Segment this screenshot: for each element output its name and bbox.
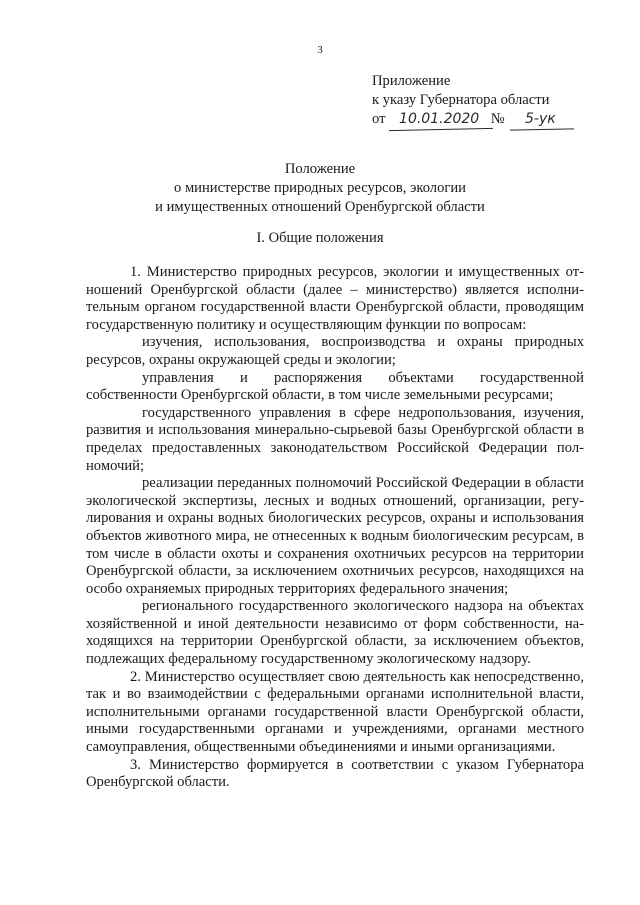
handwritten-date-text: 10.01.2020 [399,111,480,127]
number-label: № [490,111,505,127]
annex-title: Приложение [372,73,451,89]
document-body [86,264,584,792]
number-underline [510,128,574,130]
title-line-1: Положение [284,161,356,177]
annex-date-number-line [372,110,612,130]
paragraph-1-item-2: управления и распоряжения объектами государственной собственности Оренбургской области, в том числе земельными ресурсами; [86,369,584,404]
from-label: от [372,111,386,127]
title-line-3: и имущественных отношений Оренбургской области [155,199,485,215]
annex-block [372,72,612,130]
paragraph-1-item-3: государственного управления в сфере недропользования, изучения, развития и использования минерально-сырьевой базы Оренбургской области в пределах предоставленных законодательством Российской Федерации полномочий; [86,404,584,474]
paragraph-2: 2. Министерство осуществляет свою деятельность как непосредственно, так и во взаимодействии с федеральными органами исполнительной власти, исполнительными органами государственной власти Оренбургской области, иными государственными органами и учреждениями, органами местного самоуправления, общественными объединениями и иными организациями. [86,668,584,756]
date-underline [389,128,493,131]
handwritten-date [391,110,487,129]
paragraph-1-item-4: реализации переданных полномочий Российской Федерации в области экологической экспертизы, лесных и водных отношений, организации, регулирования и охраны водных биологических ресурсов, охраны и использования объектов животного мира, не отнесенных к водным биологическим ресурсам, в том числе в области охоты и сохранения охотничьих ресурсов на территории Оренбургской области, за исключением охотничьих ресурсов, находящихся на особо охраняемых природных территориях федерального значения; [86,475,584,597]
page-number: 3 [317,44,323,56]
paragraph-1-item-5: регионального государственного экологического надзора на объектах хозяйственной и иной деятельности независимо от форм собственности, находящихся на территории Оренбургской области, за исключением объектов, подлежащих федеральному государственному экологическому надзору. [86,598,584,668]
section-heading: I. Общие положения [256,230,384,246]
handwritten-number [512,110,568,129]
annex-decree-reference: к указу Губернатора области [372,92,550,108]
paragraph-1-item-1: изучения, использования, воспроизводства и охраны природных ресурсов, охраны окружающей среды и экологии; [86,334,584,368]
handwritten-number-text: 5-ук [525,111,556,127]
document-title [0,160,640,217]
paragraph-3: 3. Министерство формируется в соответствии с указом Губернатора Оренбургской области. [86,756,584,791]
title-line-2: о министерстве природных ресурсов, экологии [174,180,466,196]
paragraph-1: 1. Министерство природных ресурсов, экологии и имущественных отношений Оренбургской области (далее – министерство) является исполнительным органом государственной власти Оренбургской области, проводящим государственную политику и осуществляющим функции по вопросам: [86,264,584,333]
